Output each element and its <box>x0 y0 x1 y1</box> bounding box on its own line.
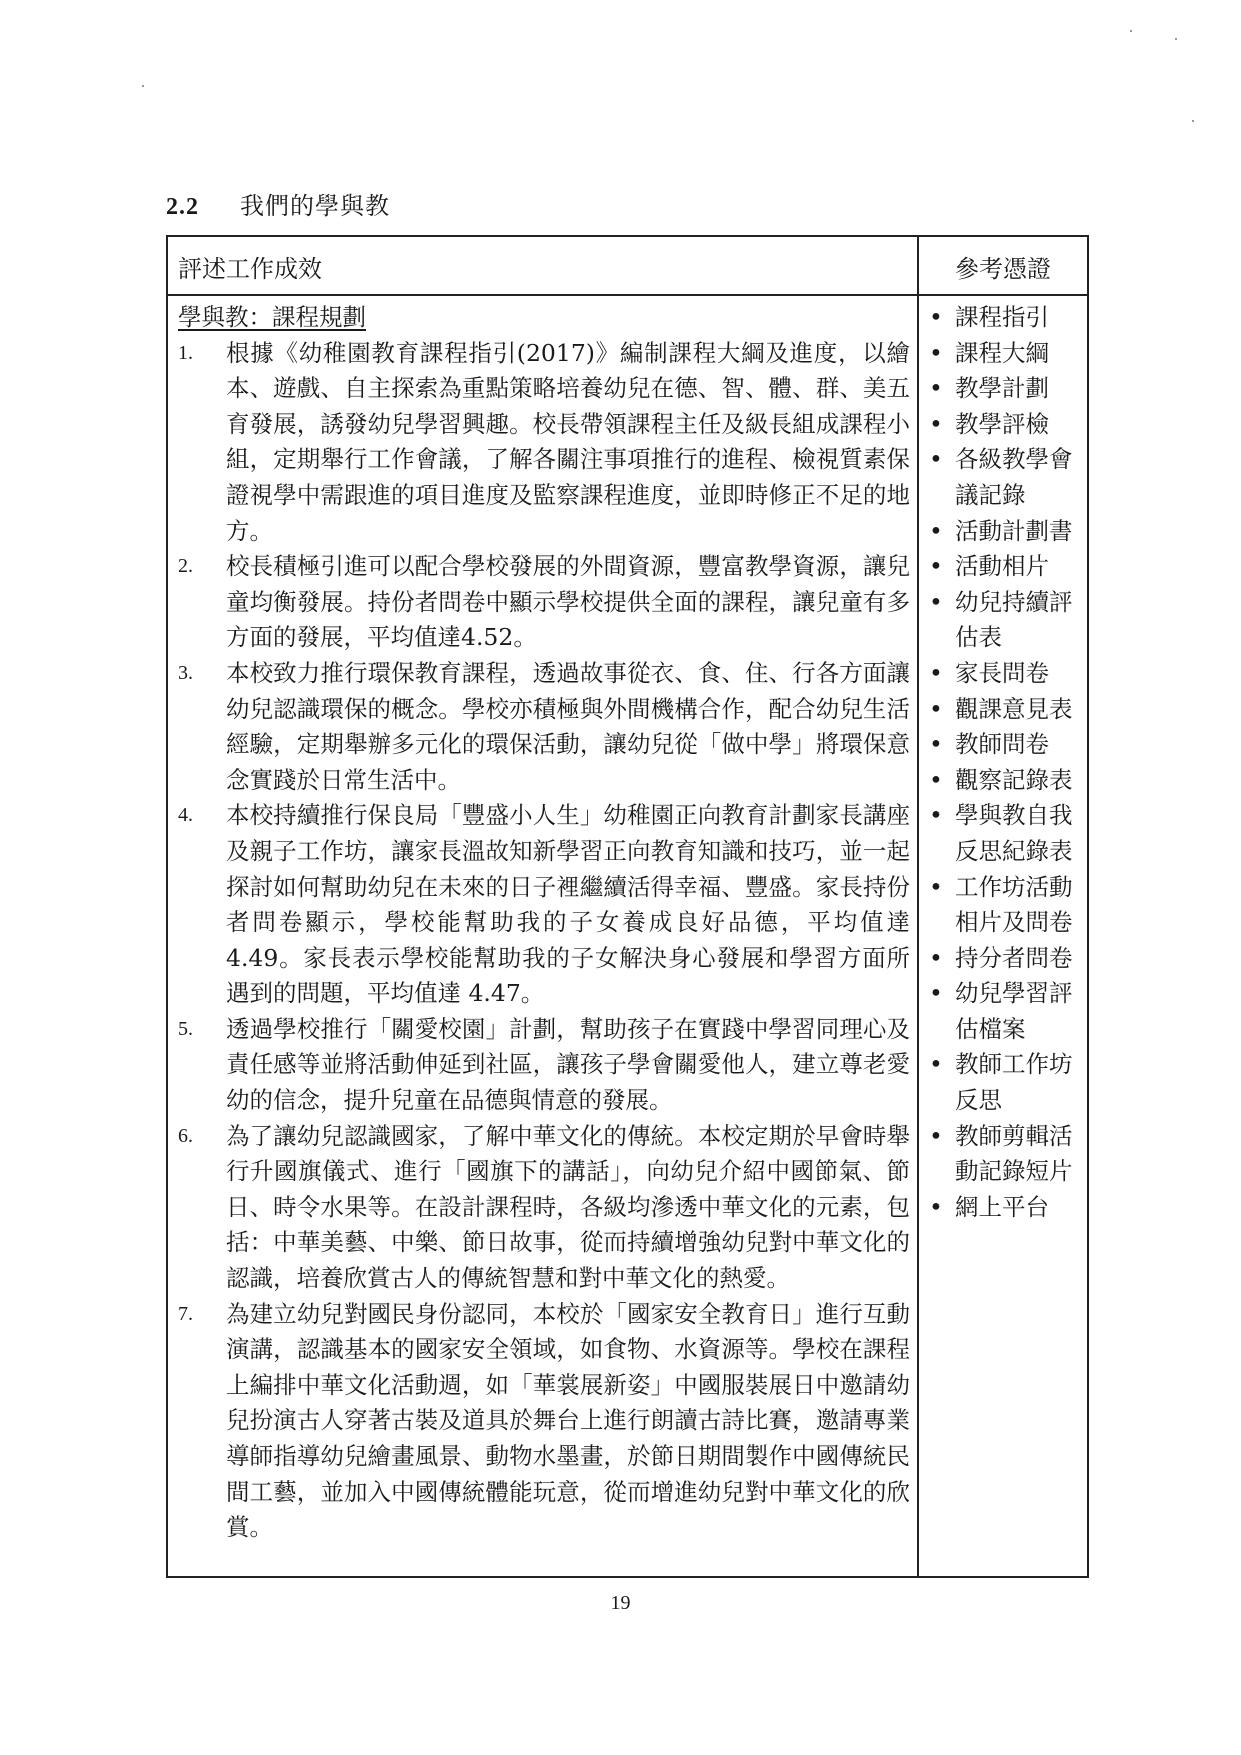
subheading: 學與教：課程規劃 <box>178 303 366 331</box>
header-evidence: 參考憑證 <box>955 255 1051 283</box>
bullet-icon: • <box>929 1050 943 1079</box>
bullet-icon: • <box>929 1192 943 1221</box>
list-item <box>178 549 910 656</box>
evidence-item <box>925 336 1085 372</box>
item-number: 2. <box>178 555 193 578</box>
evidence-item <box>925 442 1085 513</box>
scan-speck <box>1130 30 1132 32</box>
bullet-icon: • <box>929 374 943 403</box>
bullet-icon: • <box>929 801 943 830</box>
evidence-text: 教師剪輯活動記錄短片 <box>955 1121 1073 1186</box>
evidence-item <box>925 976 1085 1047</box>
bullet-icon: • <box>929 1121 943 1150</box>
evidence-item <box>925 407 1085 443</box>
section-heading <box>166 186 390 221</box>
evidence-text: 觀察記錄表 <box>955 765 1073 794</box>
item-number: 1. <box>178 341 193 364</box>
evidence-item <box>925 1119 1085 1190</box>
section-number: 2.2 <box>166 194 199 220</box>
evidence-text: 幼兒學習評估檔案 <box>955 979 1073 1043</box>
bullet-icon: • <box>929 979 943 1008</box>
evidence-item <box>925 300 1085 336</box>
evidence-text: 教師工作坊反思 <box>955 1050 1073 1115</box>
item-number: 3. <box>178 661 193 684</box>
item-text: 本校持續推行保良局「豐盛小人生」幼稚園正向教育計劃家長講座及親子工作坊，讓家長溫故知新學習正向教育知識和技巧，並一起探討如何幫助幼兒在未來的日子裡繼續活得幸福、豐盛。家長持份者問卷顯示，學校能幫助我的子女養成良好品德，平均值達 4.49。家長表示學校能幫助我的子女解決身心發展和學習方面所遇到的問題，平均值達 4.47。 <box>226 801 910 1008</box>
evidence-text: 家長問卷 <box>955 658 1049 687</box>
bullet-icon: • <box>929 445 943 474</box>
evidence-text: 網上平台 <box>955 1192 1049 1221</box>
scan-speck <box>1192 120 1194 122</box>
evidence-item <box>925 656 1085 692</box>
evidence-text: 各級教學會議記錄 <box>955 445 1073 509</box>
item-number: 4. <box>178 804 193 827</box>
evidence-item <box>925 870 1085 941</box>
evidence-item <box>925 514 1085 550</box>
evidence-text: 課程大綱 <box>955 338 1049 367</box>
item-text: 根據《幼稚園教育課程指引(2017)》編制課程大綱及進度，以繪本、遊戲、自主探索為重點策略培養幼兒在德、智、體、群、美五育發展，誘發幼兒學習興趣。校長帶領課程主任及級長組成課程小組，定期舉行工作會議，了解各關注事項推行的進程、檢視質素保證視學中需跟進的項目進度及監察課程進度，並即時修正不足的地方。 <box>226 338 910 545</box>
evidence-text: 活動相片 <box>955 552 1049 581</box>
bullet-icon: • <box>929 338 943 367</box>
evidence-item <box>925 692 1085 728</box>
table-header-row <box>168 237 1087 296</box>
page-number: 19 <box>610 1592 631 1614</box>
list-item <box>178 656 910 798</box>
evaluation-column <box>178 300 910 1546</box>
evidence-text: 課程指引 <box>955 303 1049 331</box>
evidence-text: 學與教自我反思紀錄表 <box>955 801 1073 865</box>
item-text: 為建立幼兒對國民身份認同，本校於「國家安全教育日」進行互動演講，認識基本的國家安全領域，如食物、水資源等。學校在課程上編排中華文化活動週，如「華裳展新姿」中國服裝展日中邀請幼兒扮演古人穿著古裝及道具於舞台上進行朗讀古詩比賽，邀請專業導師指導幼兒繪畫風景、動物水墨畫，於節日期間製作中國傳統民間工藝，並加入中國傳統體能玩意，從而增進幼兒對中華文化的欣賞。 <box>226 1299 910 1542</box>
item-number: 5. <box>178 1017 193 1040</box>
evidence-item <box>925 371 1085 407</box>
evidence-item <box>925 585 1085 656</box>
evidence-item <box>925 941 1085 977</box>
evidence-text: 持分者問卷 <box>955 943 1073 972</box>
evidence-item <box>925 763 1085 799</box>
bullet-icon: • <box>929 303 943 331</box>
item-text: 透過學校推行「關愛校園」計劃，幫助孩子在實踐中學習同理心及責任感等並將活動伸延到社區，讓孩子學會關愛他人，建立尊老愛幼的信念，提升兒童在品德與情意的發展。 <box>226 1014 910 1115</box>
list-item <box>178 1119 910 1297</box>
header-evaluation: 評述工作成效 <box>178 255 322 283</box>
bullet-icon: • <box>929 872 943 901</box>
evidence-text: 觀課意見表 <box>955 694 1073 723</box>
evidence-text: 教學計劃 <box>955 374 1049 403</box>
evidence-item <box>925 1047 1085 1118</box>
column-divider <box>917 237 919 1576</box>
item-number: 6. <box>178 1124 193 1147</box>
evidence-item <box>925 549 1085 585</box>
list-item <box>178 1297 910 1546</box>
evidence-text: 教師問卷 <box>955 730 1049 759</box>
evidence-item <box>925 1190 1085 1226</box>
evidence-item <box>925 727 1085 763</box>
bullet-icon: • <box>929 516 943 545</box>
bullet-icon: • <box>929 730 943 759</box>
item-number: 7. <box>178 1302 193 1325</box>
section-title: 我們的學與教 <box>240 192 390 220</box>
bullet-icon: • <box>929 409 943 438</box>
bullet-icon: • <box>929 943 943 972</box>
evaluation-table <box>166 235 1089 1578</box>
bullet-icon: • <box>929 658 943 687</box>
evidence-item <box>925 798 1085 869</box>
evidence-text: 教學評檢 <box>955 409 1049 438</box>
bullet-icon: • <box>929 694 943 723</box>
item-text: 校長積極引進可以配合學校發展的外間資源，豐富教學資源，讓兒童均衡發展。持份者問卷中顯示學校提供全面的課程，讓兒童有多方面的發展，平均值達4.52。 <box>226 552 910 652</box>
evidence-column <box>925 300 1085 1225</box>
evidence-text: 幼兒持續評估表 <box>955 587 1073 652</box>
bullet-icon: • <box>929 765 943 794</box>
bullet-icon: • <box>929 552 943 581</box>
item-text: 為了讓幼兒認識國家，了解中華文化的傳統。本校定期於早會時舉行升國旗儀式、進行「國旗下的講話」，向幼兒介紹中國節氣、節日、時令水果等。在設計課程時，各級均滲透中華文化的元素，包括：中華美藝、中樂、節日故事，從而持續增強幼兒對中華文化的認識，培養欣賞古人的傳統智慧和對中華文化的熱愛。 <box>226 1121 910 1293</box>
list-item <box>178 798 910 1012</box>
evidence-text: 活動計劃書 <box>955 516 1073 545</box>
scan-speck <box>1175 38 1177 40</box>
list-item <box>178 336 910 550</box>
bullet-icon: • <box>929 587 943 616</box>
item-text: 本校致力推行環保教育課程，透過故事從衣、食、住、行各方面讓幼兒認識環保的概念。學校亦積極與外間機構合作，配合幼兒生活經驗，定期舉辦多元化的環保活動，讓幼兒從「做中學」將環保意念實踐於日常生活中。 <box>226 658 910 794</box>
scan-speck <box>142 85 144 87</box>
list-item <box>178 1012 910 1119</box>
evidence-text: 工作坊活動相片及問卷 <box>955 872 1073 937</box>
